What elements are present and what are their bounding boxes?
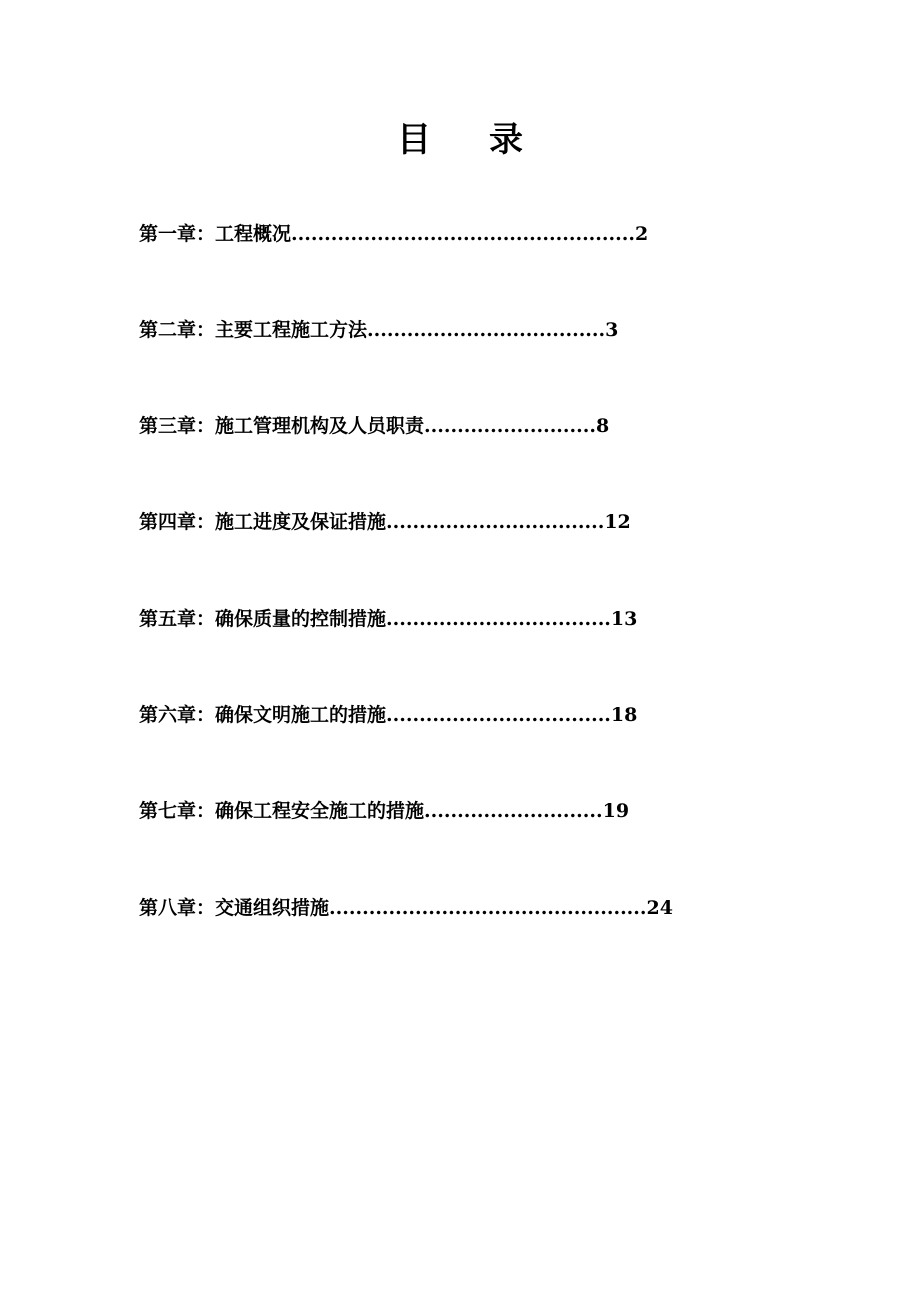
toc-chapter-title: 第六章：确保文明施工的措施 — [139, 704, 387, 726]
toc-leader-dots: .................................... — [367, 319, 606, 341]
toc-leader-dots: ........................... — [424, 800, 603, 822]
page-title — [0, 112, 920, 161]
toc-entry-1[interactable] — [139, 214, 648, 254]
toc-chapter-title: 第三章：施工管理机构及人员职责 — [139, 415, 425, 437]
toc-entry-7[interactable] — [139, 791, 629, 831]
toc-leader-dots: .......................... — [424, 415, 596, 437]
toc-chapter-title: 第一章：工程概况 — [139, 223, 292, 245]
toc-leader-dots: .................................................... — [291, 223, 635, 245]
toc-chapter-title: 第二章：主要工程施工方法 — [139, 319, 368, 341]
toc-page-number: 12 — [604, 511, 631, 533]
toc-page-number: 19 — [602, 800, 630, 822]
toc-page-number: 2 — [634, 223, 649, 245]
toc-chapter-title: 第七章：确保工程安全施工的措施 — [139, 800, 425, 822]
toc-page-number: 18 — [610, 704, 638, 726]
toc-page-number: 3 — [605, 319, 619, 341]
toc-entry-2[interactable] — [139, 310, 618, 350]
toc-entry-3[interactable] — [139, 406, 609, 446]
toc-entry-8[interactable] — [139, 888, 673, 928]
toc-page-number: 24 — [646, 897, 673, 919]
toc-page-number: 13 — [610, 608, 638, 630]
toc-leader-dots: ................................. — [386, 511, 605, 533]
toc-entry-4[interactable] — [139, 502, 631, 542]
title-char-2: 录 — [489, 120, 523, 160]
title-char-1: 目 — [397, 120, 431, 160]
toc-chapter-title: 第八章：交通组织措施 — [139, 897, 330, 919]
toc-leader-dots: .................................. — [386, 608, 611, 630]
toc-leader-dots: ................................................ — [329, 897, 647, 919]
toc-entry-5[interactable] — [139, 599, 637, 639]
toc-page-number: 8 — [596, 415, 610, 437]
toc-chapter-title: 第四章：施工进度及保证措施 — [139, 511, 387, 533]
toc-leader-dots: .................................. — [386, 704, 611, 726]
toc-chapter-title: 第五章：确保质量的控制措施 — [139, 608, 387, 630]
toc-entry-6[interactable] — [139, 695, 637, 735]
